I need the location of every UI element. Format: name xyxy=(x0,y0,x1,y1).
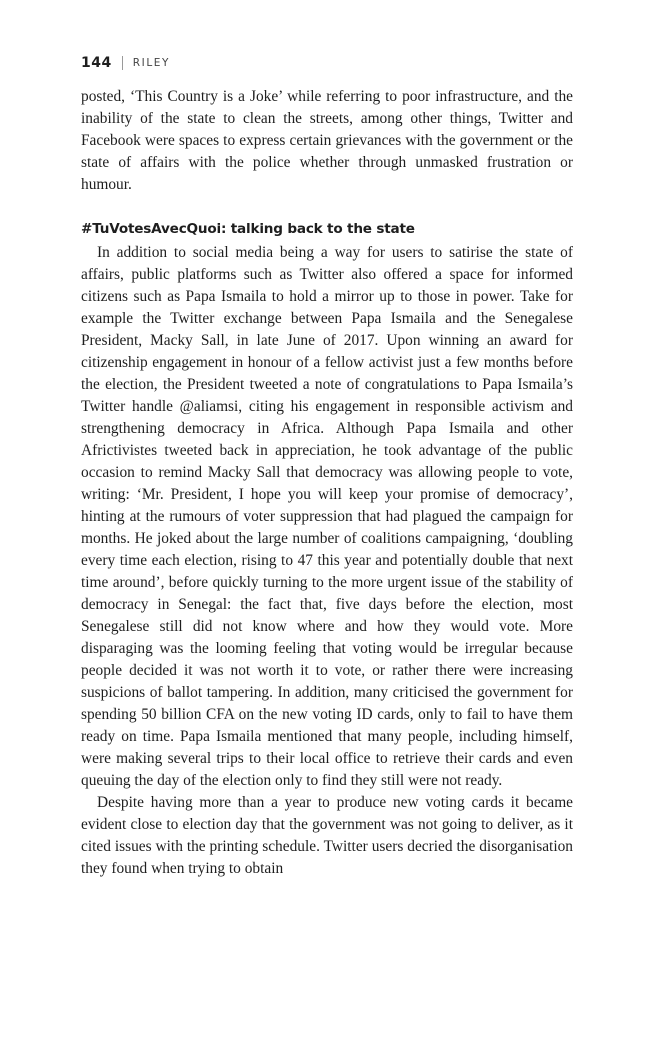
book-page xyxy=(81,52,573,880)
header-divider xyxy=(122,56,123,70)
section-heading: #TuVotesAvecQuoi: talking back to the state xyxy=(81,221,415,237)
paragraph: Despite having more than a year to produce new voting cards it became evident close to election day that the government was not going to deliver, as it cited issues with the printing schedule. Twitter users decried the disorganisation they found when trying to obtain xyxy=(81,794,573,877)
running-head-author: RILEY xyxy=(132,57,171,69)
running-head xyxy=(81,52,573,74)
paragraph: In addition to social media being a way for users to satirise the state of affairs, public platforms such as Twitter also offered a space for informed citizens such as Papa Ismaila to hold a mirror up to those in power. Take for example the Twitter exchange between Papa Ismaila and the Senegalese President, Macky Sall, in late June of 2017. Upon winning an award for citizenship engagement in honour of a fellow activist just a few months before the election, the President tweeted a note of congratulations to Papa Ismaila’s Twitter handle @aliamsi, citing his engagement in responsible activism and strengthening democracy in Africa. Although Papa Ismaila and other Africtivistes tweeted back in appreciation, he took advantage of the public occasion to remind Macky Sall that democracy was allowing people to vote, writing: ‘Mr. President, I hope you will keep your promise of democracy’, hinting at the rumours of voter suppression that had plagued the campaign for months. He joked about the large number of coalitions campaigning, ‘doubling every time each election, rising to 47 this year and potentially double that next time around’, before quickly turning to the more urgent issue of the stability of democracy in Senegal: the fact that, five days before the election, most Senegalese still did not know where and how they would vote. More disparaging was the looming feeling that voting would be irregular because people decided it was not worth it to vote, or rather there were increasing suspicions of ballot tampering. In addition, many criticised the government for spending 50 billion CFA on the new voting ID cards, only to fail to have them ready on time. Papa Ismaila mentioned that many people, including himself, were making several trips to their local office to retrieve their cards and even queuing the day of the election only to find they still were not ready. xyxy=(81,244,573,789)
page-number: 144 xyxy=(81,55,112,71)
paragraph-continued: posted, ‘This Country is a Joke’ while referring to poor infrastructure, and the inability of the state to clean the streets, among other things, Twitter and Facebook were spaces to express certain grievances with the government or the state of affairs with the police whether through unmasked frustration or humour. xyxy=(81,88,573,193)
